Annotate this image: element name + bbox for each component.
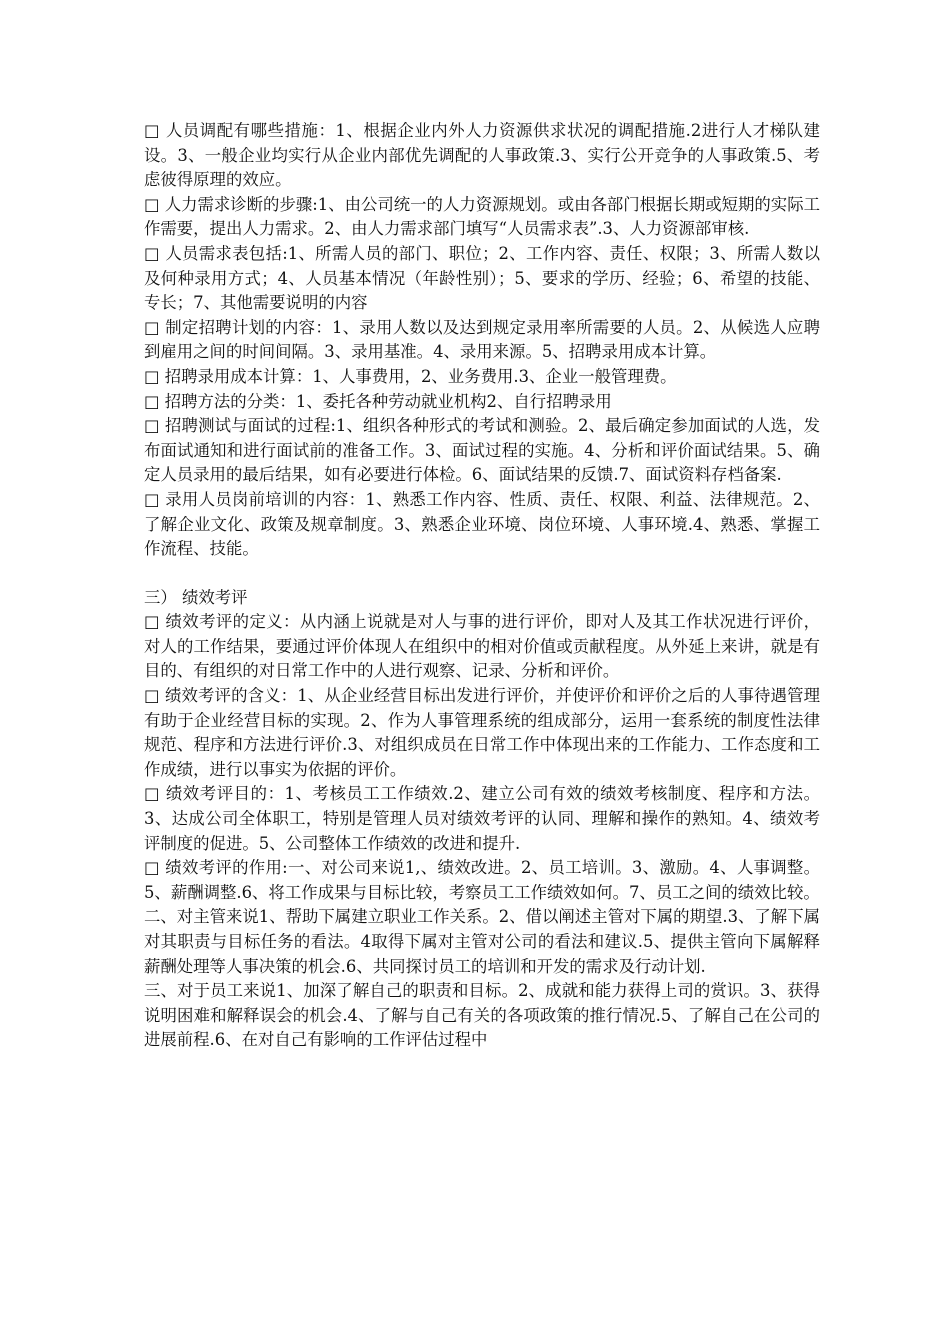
- paragraph-staff-allocation-measures: □ 人员调配有哪些措施：1、根据企业内外人力资源供求状况的调配措施.2进行人才梯队建设。3、一般企业均实行从企业内部优先调配的人事政策.3、实行公开竞争的人事政策.5、考虑彼得原理的效应。: [144, 121, 820, 190]
- paragraph-performance-purpose: □ 绩效考评目的：1、考核员工工作绩效.2、建立公司有效的绩效考核制度、程序和方法。3、达成公司全体职工，特别是管理人员对绩效考评的认同、理解和操作的熟知。4、绩效考评制度的促进。5、公司整体工作绩效的改进和提升.: [144, 784, 820, 853]
- paragraph-performance-definition: □ 绩效考评的定义：从内涵上说就是对人与事的进行评价，即对人及其工作状况进行评价，对人的工作结果，要通过评价体现人在组织中的相对价值或贡献程度。从外延上来讲，就是有目的、有组织的对日常工作中的人进行观察、记录、分析和评价。: [144, 612, 820, 681]
- paragraph-staff-demand-form: □ 人员需求表包括:1、所需人员的部门、职位；2、工作内容、责任、权限；3、所需人数以及何种录用方式；4、人员基本情况（年龄性别）；5、要求的学历、经验；6、希望的技能、专长；7、其他需要说明的内容: [144, 243, 820, 313]
- paragraph-performance-role-supervisor: 二、对主管来说1、帮助下属建立职业工作关系。2、借以阐述主管对下属的期望.3、了解下属对其职责与目标任务的看法。4取得下属对主管对公司的看法和建议.5、提供主管向下属解释薪酬处理等人事决策的机会.6、共同探讨员工的培训和开发的需求及行动计划.: [144, 907, 820, 976]
- paragraph-performance-role-employee: 三、对于员工来说1、加深了解自己的职责和目标。2、成就和能力获得上司的赏识。3、获得说明困难和解释误会的机会.4、了解与自己有关的各项政策的推行情况.5、了解自己在公司的进展前程.6、在对自己有影响的工作评估过程中: [144, 981, 820, 1050]
- section-spacer: [144, 562, 820, 586]
- section-heading: 三） 绩效考评: [144, 587, 248, 607]
- paragraph-performance-meaning: □ 绩效考评的含义：1、从企业经营目标出发进行评价，并使评价和评价之后的人事待遇管理有助于企业经营目标的实现。2、作为人事管理系统的组成部分，运用一套系统的制度性法律规范、程序和方法进行评价.3、对组织成员在日常工作中体现出来的工作能力、工作态度和工作成绩，进行以事实为依据的评价。: [144, 686, 820, 779]
- paragraph-recruitment-plan: □ 制定招聘计划的内容：1、录用人数以及达到规定录用率所需要的人员。2、从候选人应聘到雇用之间的时间间隔。3、录用基准。4、录用来源。5、招聘录用成本计算。: [144, 317, 820, 362]
- document-page: [144, 119, 820, 1053]
- paragraph-testing-interview-process: □ 招聘测试与面试的过程:1、组织各种形式的考试和测验。2、最后确定参加面试的人选，发布面试通知和进行面试前的准备工作。3、面试过程的实施。4、分析和评价面试结果。5、确定人员录用的最后结果，如有必要进行体检。6、面试结果的反馈.7、面试资料存档备案.: [144, 416, 820, 485]
- paragraph-recruitment-cost: □ 招聘录用成本计算：1、人事费用，2、业务费用.3、企业一般管理费。: [144, 366, 677, 386]
- paragraph-performance-role-company: □ 绩效考评的作用:一、对公司来说1,、绩效改进。2、员工培训。3、激励。4、人事调整。5、薪酬调整.6、将工作成果与目标比较，考察员工工作绩效如何。7、员工之间的绩效比较。: [144, 858, 820, 902]
- paragraph-recruitment-methods: □ 招聘方法的分类：1、委托各种劳动就业机构2、自行招聘录用: [144, 391, 612, 411]
- paragraph-pre-job-training: □ 录用人员岗前培训的内容：1、熟悉工作内容、性质、责任、权限、利益、法律规范。2、了解企业文化、政策及规章制度。3、熟悉企业环境、岗位环境、人事环境.4、熟悉、掌握工作流程、技能。: [144, 489, 820, 559]
- paragraph-manpower-demand-diagnosis: □ 人力需求诊断的步骤:1、由公司统一的人力资源规划。或由各部门根据长期或短期的实际工作需要，提出人力需求。2、由人力需求部门填写“人员需求表”.3、人力资源部审核.: [144, 194, 820, 239]
